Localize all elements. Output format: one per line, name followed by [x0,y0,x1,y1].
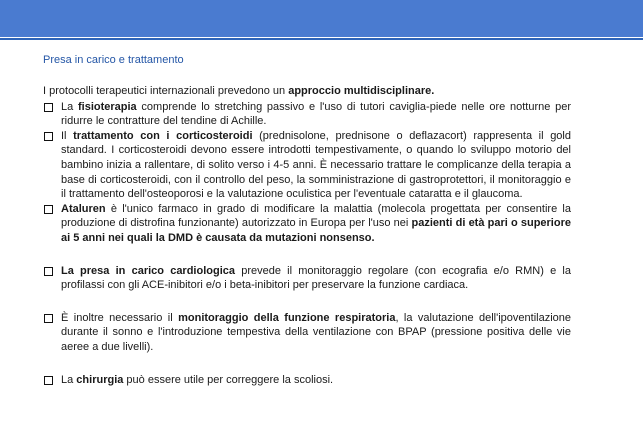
item-text: prevede il monitoraggio regolare (con ecografia e/o RMN) e la profilassi con gli ACE-inibitori e/o i beta-inibitori per preservare la funzione cardiaca. [61,264,571,292]
header-divider [0,38,643,40]
list-item-fisioterapia [43,100,571,129]
header-bar [0,0,643,37]
item-text: (prednisolone, prednisone o deflazacort) rappresenta il gold standard. I corticosteroidi devono essere introdotti tempestivamente, o quando lo sviluppo motorio del bambino inizia a rallentare, di solito verso i 4-5 anni. È necessario trattare le complicanze della terapia a base di corticosteroidi, con il controllo del peso, la somministrazione di gastroprotettori, il monitoraggio e il trattamento dell'osteoporosi e la valutazione oculistica per l'eventuale cataratta e il glaucoma. [61,129,571,201]
checkbox-bullet-icon [44,267,53,276]
item-text: È inoltre necessario il [61,311,179,324]
checkbox-bullet-icon [44,314,53,323]
item-text: comprende lo stretching passivo e l'uso di tutori caviglia-piede nelle ore notturne per ridurre le contratture del tendine di Achille. [61,100,571,128]
item-emphasis: trattamento con i corticosteroidi [73,129,253,142]
checkbox-bullet-icon [44,205,53,214]
list-item-corticosteroidi [43,129,571,202]
intro-paragraph [43,84,571,99]
list-item-chirurgia [43,373,571,388]
item-text: può essere utile per correggere la scoliosi. [123,373,334,386]
list-item-cardiologica [43,264,571,293]
list-item-ataluren [43,202,571,246]
item-emphasis: pazienti di età pari o superiore ai 5 anni nei quali la DMD è causata da mutazioni nonsenso. [61,217,571,244]
document-body [43,84,571,387]
item-text: La [61,100,78,113]
checkbox-bullet-icon [44,132,53,141]
item-emphasis: chirurgia [76,373,124,386]
intro-text: I protocolli terapeutici internazionali prevedono un [43,85,289,97]
item-emphasis: Ataluren [61,202,106,215]
checkbox-bullet-icon [44,103,53,112]
checkbox-bullet-icon [44,376,53,385]
item-emphasis: monitoraggio della funzione respiratoria [178,311,396,324]
item-emphasis: La presa in carico cardiologica [61,264,235,277]
item-text: , la valutazione dell'ipoventilazione durante il sonno e l'introduzione tempestiva della ventilazione con BPAP (pressione positiva delle vie aeree a due livelli). [61,311,571,353]
section-title: Presa in carico e trattamento [43,54,184,66]
item-text: Il [61,129,74,142]
item-emphasis: fisioterapia [77,100,137,113]
intro-emphasis: approccio multidisciplinare. [288,85,435,97]
item-text: è l'unico farmaco in grado di modificare la malattia (molecola progettata per consentire la produzione di distrofina funzionante) autorizzato in Europa per l'uso nei [61,202,571,230]
list-item-respiratoria [43,311,571,355]
treatment-list [43,100,571,388]
item-text: La [61,373,77,386]
